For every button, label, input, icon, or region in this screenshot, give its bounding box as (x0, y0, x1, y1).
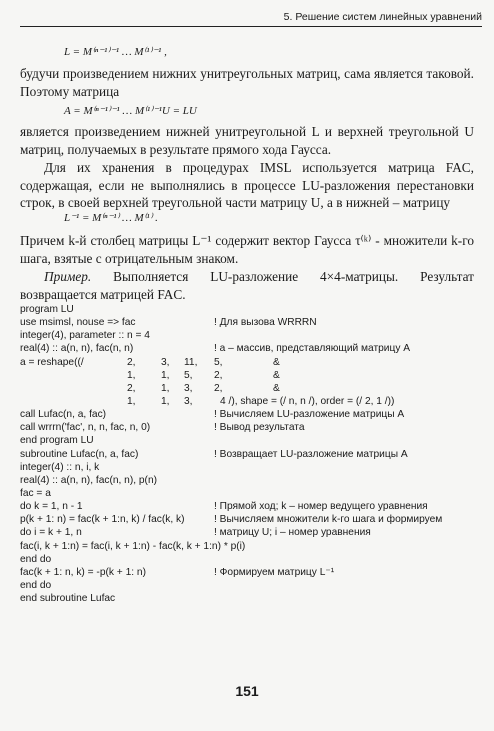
code-comment: ! a – массив, представляющий матрицу A (214, 343, 411, 355)
paragraph-gauss-vector: Причем k-й столбец матрицы L⁻¹ содержит вектор Гаусса τ⁽ᵏ⁾ - множители k-го шага, взятые с отрицательным знаком. (20, 233, 474, 266)
code-text: fac(k + 1: n, k) = -p(k + 1: n) (20, 566, 146, 578)
matrix-cell: 1, (161, 382, 170, 394)
code-text: end subroutine Lufac (20, 593, 116, 605)
matrix-tail: 4 /), shape = (/ n, n /), order = (/ 2, 1 /)) (220, 395, 395, 407)
page-number: 151 (235, 683, 259, 699)
code-text: fac = a (20, 487, 51, 499)
code-text: do i = k + 1, n (20, 527, 82, 539)
matrix-cell: 2, (127, 382, 136, 394)
code-line (20, 566, 480, 579)
example-text: Выполняется LU-разложение 4×4-матрицы. Результат возвращается матрицей FAC. (20, 269, 474, 302)
code-line (20, 500, 480, 513)
code-line (20, 553, 480, 566)
code-comment: ! Для вызова WRRRN (214, 317, 317, 329)
code-comment: ! матрицу U; i – номер уравнения (214, 527, 371, 539)
continuation-mark: & (273, 382, 280, 394)
matrix-cell: 5, (214, 356, 223, 368)
matrix-cell: 1, (161, 369, 170, 381)
code-text: a = reshape((/ (20, 356, 84, 368)
matrix-row (20, 369, 480, 382)
code-text: program LU (20, 304, 74, 315)
code-text: integer(4), parameter :: n = 4 (20, 330, 150, 342)
code-text: call wrrrn('fac', n, n, fac, n, 0) (20, 422, 151, 434)
code-line (20, 461, 480, 474)
code-text: subroutine Lufac(n, a, fac) (20, 448, 139, 460)
matrix-cell: 2, (127, 356, 136, 368)
matrix-row (20, 356, 480, 369)
matrix-cell: 11, (184, 356, 198, 368)
code-text: end do (20, 553, 52, 565)
code-text: real(4) :: a(n, n), fac(n, n) (20, 343, 134, 355)
code-listing (20, 303, 480, 605)
continuation-mark: & (273, 369, 280, 381)
code-comment: ! Прямой ход; k – номер ведущего уравнения (214, 501, 428, 513)
code-text: integer(4) :: n, i, k (20, 461, 100, 473)
code-line (20, 434, 480, 447)
code-line (20, 329, 480, 342)
code-line (20, 316, 480, 329)
example-lead: Пример. (44, 269, 92, 284)
matrix-cell: 1, (127, 369, 136, 381)
matrix-cell: 1, (127, 395, 136, 407)
code-line (20, 474, 480, 487)
matrix-cell: 5, (184, 369, 193, 381)
running-header: 5. Решение систем линейных уравнений (20, 11, 482, 27)
paragraph-lu-definition: является произведением нижней унитреугольной L и верхней треугольной U матриц, получаемых в результате прямого хода Гаусса. (20, 124, 474, 157)
code-text: end program LU (20, 435, 94, 447)
code-text: real(4) :: a(n, n), fac(n, n), p(n) (20, 474, 158, 486)
matrix-cell: 3, (184, 395, 193, 407)
paragraph-example (20, 268, 474, 303)
code-comment: ! Возвращает LU-разложение матрицы A (214, 448, 408, 460)
code-line (20, 303, 480, 316)
code-text: end do (20, 579, 52, 591)
code-line (20, 579, 480, 592)
code-line (20, 421, 480, 434)
equation-a-equals-lu: A = M⁽ⁿ⁻¹⁾⁻¹ … M⁽¹⁾⁻¹U = LU (64, 105, 197, 117)
code-line (20, 342, 480, 355)
paragraph-lower-product: будучи произведением нижних унитреугольных матриц, сама является таковой. Поэтому матрица (20, 66, 474, 99)
code-comment: ! Вывод результата (214, 422, 305, 434)
code-line (20, 408, 480, 421)
equation-l-product: L = M⁽ⁿ⁻¹⁾⁻¹ … M⁽¹⁾⁻¹ , (64, 46, 167, 58)
code-comment: ! Формируем матрицу L⁻¹ (214, 566, 335, 578)
code-text: call Lufac(n, a, fac) (20, 409, 107, 421)
matrix-row (20, 382, 480, 395)
code-line (20, 540, 480, 553)
continuation-mark: & (273, 356, 280, 368)
matrix-cell: 2, (214, 382, 223, 394)
code-line (20, 526, 480, 539)
matrix-cell: 3, (184, 382, 193, 394)
code-line (20, 513, 480, 526)
code-text: fac(i, k + 1:n) = fac(i, k + 1:n) - fac(k, k + 1:n) * p(i) (20, 540, 246, 552)
code-line (20, 487, 480, 500)
code-comment: ! Вычисляем множители k-го шага и формируем (214, 514, 443, 526)
equation-l-inverse: L⁻¹ = M⁽ⁿ⁻¹⁾ … M⁽¹⁾ . (64, 212, 158, 224)
code-text: p(k + 1: n) = fac(k + 1:n, k) / fac(k, k) (20, 514, 185, 526)
paragraph-fac-storage: Для их хранения в процедурах IMSL используется матрица FAC, содержащая, если не выполнялись в процессе LU-разложения перестановки строк, в своей верхней треугольной части матрицу U, а в нижней – матрицу (20, 160, 474, 211)
code-line (20, 448, 480, 461)
matrix-cell: 3, (161, 356, 170, 368)
code-comment: ! Вычисляем LU-разложение матрицы A (214, 409, 405, 421)
matrix-cell: 2, (214, 369, 223, 381)
matrix-row (20, 395, 480, 408)
code-line (20, 592, 480, 605)
matrix-cell: 1, (161, 395, 170, 407)
code-text: use msimsl, nouse => fac (20, 317, 136, 329)
code-text: do k = 1, n - 1 (20, 501, 83, 513)
